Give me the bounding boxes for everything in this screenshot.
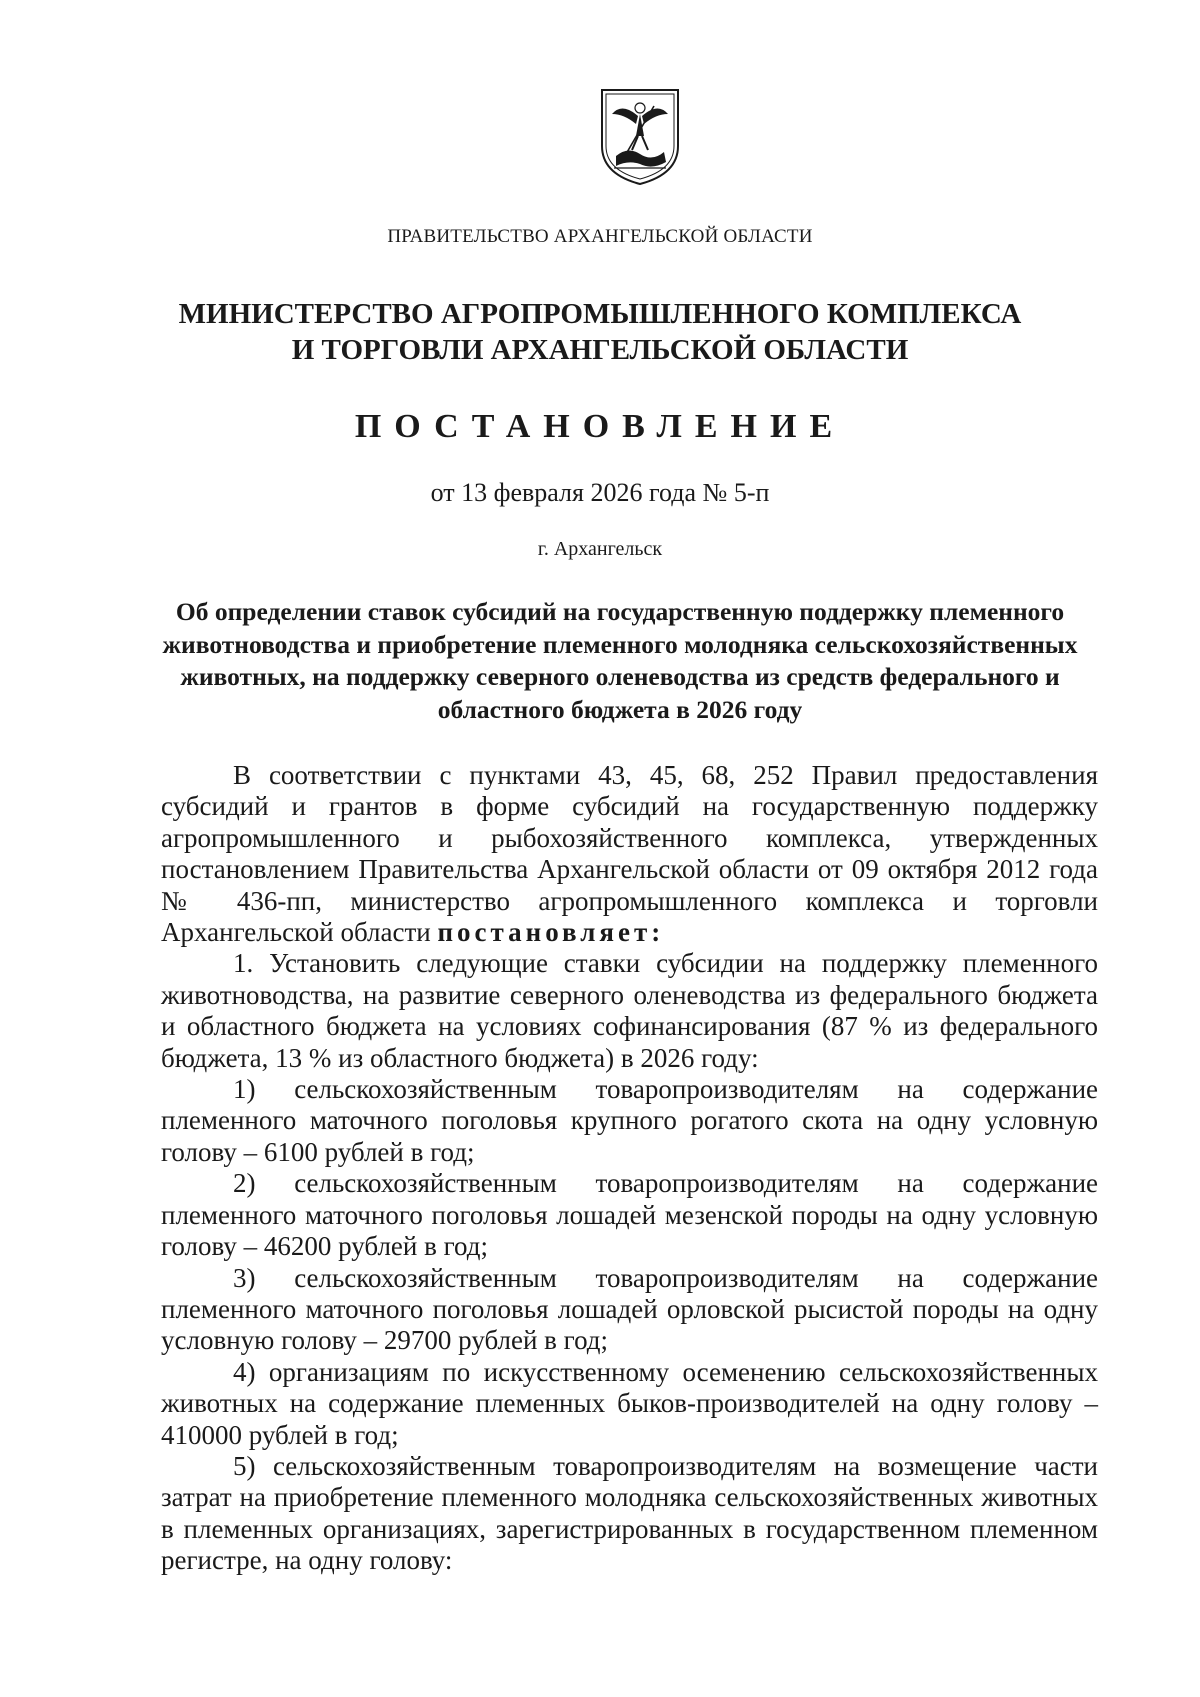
document-body bbox=[161, 760, 1098, 1577]
government-name: ПРАВИТЕЛЬСТВО АРХАНГЕЛЬСКОЙ ОБЛАСТИ bbox=[387, 226, 813, 247]
document-title: Об определении ставок субсидий на государственную поддержку племенного животноводства и приобретение племенного молодняка сельскохозяйственных животных, на поддержку северного оленеводства из средств федерального и областного бюджета в 2026 году bbox=[162, 597, 1078, 724]
ministry-name-line-1: МИНИСТЕРСТВО АГРОПРОМЫШЛЕННОГО КОМПЛЕКСА bbox=[178, 298, 1022, 330]
document-city: г. Архангельск bbox=[537, 538, 663, 560]
subparagraph-3: 3) сельскохозяйственным товаропроизводителям на содержание племенного маточного поголовья лошадей орловской рысистой породы на одну условную голову – 29700 рублей в год; bbox=[161, 1262, 1098, 1356]
subparagraph-2: 2) сельскохозяйственным товаропроизводителям на содержание племенного маточного поголовья лошадей мезенской породы на одну условную голову – 46200 рублей в год; bbox=[161, 1168, 1098, 1262]
ministry-name-line-2: И ТОРГОВЛИ АРХАНГЕЛЬСКОЙ ОБЛАСТИ bbox=[291, 334, 909, 366]
decree-word: постановляет: bbox=[437, 917, 665, 948]
subparagraph-1: 1) сельскохозяйственным товаропроизводителям на содержание племенного маточного поголовья крупного рогатого скота на одну условную голову – 6100 рублей в год; bbox=[161, 1074, 1098, 1167]
ministry-name bbox=[0, 296, 1200, 368]
arkhangelsk-coat-of-arms-icon bbox=[598, 84, 682, 188]
paragraph-1: 1. Установить следующие ставки субсидии на поддержку племенного животноводства, на развитие северного оленеводства из федерального бюджета и областного бюджета на условиях софинансирования (87 % из федерального бюджета, 13 % из областного бюджета) в 2026 году: bbox=[161, 948, 1098, 1073]
preamble-paragraph bbox=[161, 760, 1098, 948]
subparagraph-4: 4) организациям по искусственному осеменению сельскохозяйственных животных на содержание племенных быков-производителей на одну голову – 410000 рублей в год; bbox=[161, 1356, 1098, 1450]
preamble-text: В соответствии с пунктами 43, 45, 68, 252 Правил предоставления субсидий и грантов в форме субсидий на государственную поддержку агропромышленного и рыбохозяйственного комплекса, утвержденных постановлением Правительства Архангельской области от 09 октября 2012 года № 436-пп, министерство агропромышленного комплекса и торговли Архангельской области bbox=[161, 760, 1098, 948]
document-type: ПОСТАНОВЛЕНИЕ bbox=[354, 408, 846, 445]
subparagraph-5: 5) сельскохозяйственным товаропроизводителям на возмещение части затрат на приобретение племенного молодняка сельскохозяйственных животных в племенных организациях, зарегистрированных в государственном племенном регистре, на одну голову: bbox=[161, 1450, 1098, 1576]
document-date-number: от 13 февраля 2026 года № 5-п bbox=[430, 478, 770, 507]
